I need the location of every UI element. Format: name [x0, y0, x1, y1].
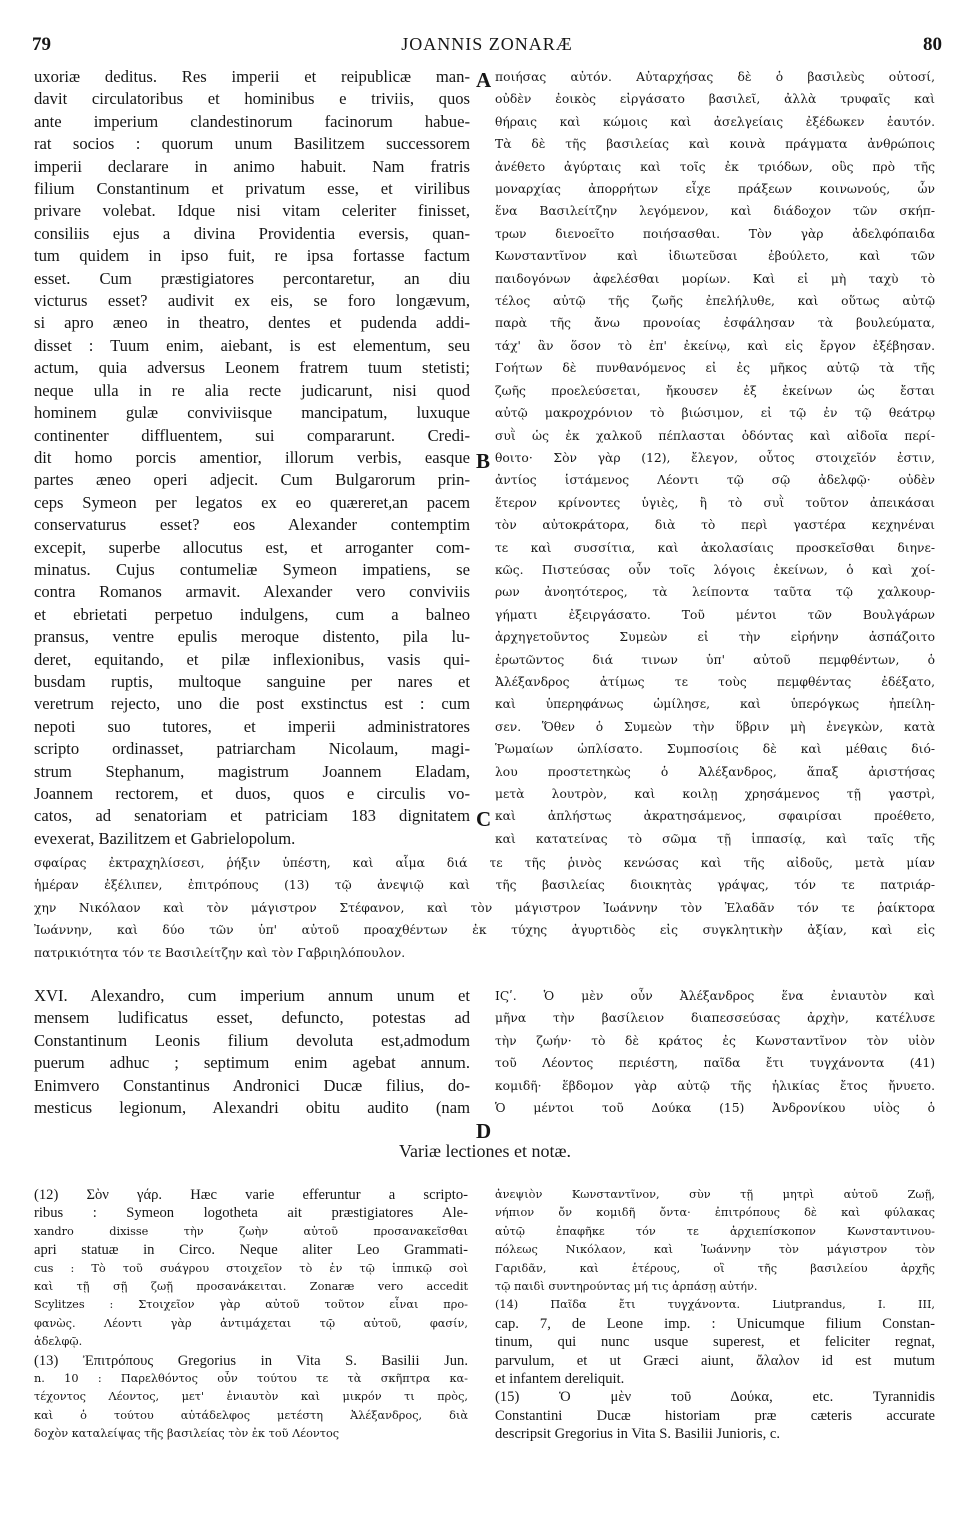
latin-text-line: hominem gulæ conviviisque mancipatum, luxuque [34, 403, 470, 423]
greek-text-line: τέλος αὐτῷ τῆς ζωῆς ἐπελήλυθε, καὶ οὕτως αὐτῷ [495, 294, 935, 309]
latin-text-line: evexerat, Bazilitzem et Gabrielopolum. [34, 828, 296, 848]
running-title: JOANNIS ZONARÆ [401, 34, 573, 54]
greek-text-line: κῶς. Πιστεύσας οὖν τοῖς λόγοις ἐκείνων, ὁ καὶ χοί- [495, 562, 935, 577]
note-line: (14) Παῖδα ἔτι τυγχάνοντα. Liutprandus, I. III, [495, 1298, 935, 1312]
latin-text-line: si apro æneo in theatro, dentes et pudenda addi- [34, 313, 470, 333]
note-line: Scylitzes : Στοιχεῖον γὰρ αὐτοῦ τοῦτον εἶναι προ- [34, 1298, 468, 1312]
page-number-right: 80 [923, 34, 942, 55]
greek-text-line: μοναρχίας ἀπορρήτων εἶχε πράξεων κοινωνούς, ὧν [495, 182, 935, 197]
greek-text-line: ἀρχηγετοῦντος Συμεὼν εἰ τὴν εἰρήνην ἀσπάζοιτο [495, 630, 935, 645]
note-line: xandro dixisse τὴν ζωὴν αὐτοῦ προσανακεῖσθαι [34, 1224, 468, 1238]
note-line: (15) Ὁ μὲν τοῦ Δούκα, etc. Tyrannidis [495, 1389, 935, 1406]
greek-text-line: Ὁ μέντοι τοῦ Δούκα (15) Ἀνδρονίκου υἱὸς ὁ [495, 1101, 935, 1116]
note-line: ribus : Symeon logotheta ait præstigiatores Ale- [34, 1205, 468, 1222]
greek-text-line: τὴν ζωήν· τὸ δὲ κράτος ἐς Κωνσταντῖνον τὸν υἱὸν [495, 1033, 935, 1048]
note-line: καὶ ὁ τούτου αὐτάδελφος μετέστη Ἀλέξανδρος, διὰ [34, 1408, 468, 1422]
note-line: καὶ τῇ σῇ ζωῇ προσανάκειται. Zonaræ vero accedit [34, 1280, 468, 1294]
notes-right-column [495, 1186, 935, 1451]
latin-text-line: minatus. Cujus contumeliæ Symeon impatiens, se [34, 559, 470, 579]
greek-text-line: συῒ ὡς ἐκ χαλκοῦ πέπλασται ὀδόντας καὶ αἰδοῖα περί- [495, 428, 935, 443]
greek-text-line: οὐδὲν ἐοικὸς εἰργάσατο βασιλεῖ, ἀλλὰ τρυφαῖς καὶ [495, 92, 935, 107]
greek-text-line: αὐτῷ μακροχρόνιον τὸ βιώσιμον, εἰ τῷ ἐν τῷ θεάτρῳ [495, 406, 935, 421]
latin-text-line: rat socios : quorum unum Basilitzem successorem [34, 134, 470, 154]
latin-text-line: uxoriæ deditus. Res imperii et reipublicæ man- [34, 67, 470, 86]
greek-text-line: τοῦ Λέοντος περιέστη, παῖδα ἔτι τυγχάνοντα (41) [495, 1056, 935, 1071]
note-line: αὐτῷ ἐπαφῆκε τόν τε ἀρχιεπίσκοπον Κωνσταντινου- [495, 1224, 935, 1238]
greek-text-line: κομιδῆ· ἕβδομον γὰρ αὐτῷ τῆς ἡλικίας ἔτος ἤνυετο. [495, 1078, 935, 1093]
note-line: τῷ παιδὶ συντηρούντας μή τις ἁρπάσῃ αὐτήν. [495, 1280, 758, 1294]
greek-text-line: Γοήτων δὲ πυνθανόμενος εἰ ἐς μῆκος αὐτῷ τὰ τῆς [495, 361, 935, 376]
greek-fullwidth-line: χην Νικόλαον καὶ τὸν μάγιστρον Στέφανον, καὶ τὸν μάγιστρον Ἰωάννην τὸν Ἐλαδᾶν τόν τε ῥαίκτορα [34, 900, 935, 915]
note-line: (13) Ἐπιτρόπους Gregorius in Vita S. Basilii Jun. [34, 1352, 468, 1369]
latin-text-line: veretrum rejecto, uno die post exstinctus est : cum [34, 694, 470, 714]
greek-text-line: Κωνσταντῖνον καὶ ἰδιωτεῦσαι ἐβούλετο, καὶ τῶν [495, 249, 935, 264]
greek-text-line: θοιτο· Σὸν γὰρ (12), ἔλεγον, οὗτος στοιχεῖόν ἐστιν, [495, 450, 935, 465]
latin-text-line: neque ulla in re alia recte judicarunt, nisi quod [34, 380, 470, 400]
greek-text-line: παιδογόνων ἀφελέσθαι μορίων. Καὶ εἰ μὴ ταχὺ τὸ [495, 271, 935, 286]
greek-text-line: μετὰ λουτρὸν, καὶ κοιλῃ χρησάμενος τῇ γαστρὶ, [495, 787, 935, 801]
greek-column [495, 66, 935, 866]
latin-text-line: et ebrietati perpetuo indulgens, cum a balneo [34, 604, 470, 624]
margin-letter-a: A [476, 68, 492, 92]
greek-text-line: Τὰ δὲ τῆς βασιλείας καὶ κοινὰ πράγματα ἀνθρώποις [495, 137, 935, 152]
greek-text-line: λου προστετηκὼς ὁ Ἀλέξανδρος, ἅπαξ ἀριστήσας [495, 764, 935, 779]
note-line: φανὼς. Λέοντι γὰρ ἀντιμάχεται τῷ αὐτοῦ, φασίν, [34, 1316, 468, 1330]
greek-text-line: μῆνα τὴν βασίλειον διαπεσσεύσας ἀρχὴν, κατέλυσε [495, 1011, 935, 1026]
greek-text-line: παρὰ τῆς ἄνω προνοίας ἐσφάλησαν τὰ βουλεύματα, [495, 316, 935, 331]
latin-text-line: consiliis ejus a divina Providentia eversis, quan- [34, 223, 470, 243]
latin-text-line: disset : Tuum enim, aiebant, is est elementum, seu [34, 335, 470, 355]
latin-column [34, 66, 470, 866]
note-line: ἀδελφῷ. [34, 1335, 83, 1349]
latin-text-line: strum Stephanum, magistrum Joannem Eladam, [34, 761, 470, 781]
greek-text-line: θήραις καὶ κώμοις καὶ ἀσελγείαις ἐξέδωκεν ἑαυτόν. [495, 114, 935, 129]
latin-text-line: excepit, superbe allocutus est, et arroganter com- [34, 537, 470, 557]
latin-text-line: conservaturus esset? eos Alexander contemptim [34, 515, 470, 535]
note-line: tinum, qui nunc usque superest, et feliciter regnat, [495, 1334, 935, 1351]
notes-left-column [34, 1186, 468, 1451]
greek-text-line: τε καὶ συσσίτια, καὶ ἀκολασίαις προσκεῖσθαι διηνε- [495, 540, 935, 555]
note-line: apri statuæ in Circo. Neque aliter Leo Grammati- [34, 1242, 468, 1259]
note-line: τέχοντος Λέοντος, μετ' ἐνιαυτὸν καὶ μικρόν τι πρὸς, [34, 1390, 468, 1404]
latin-text-line: dit homo porcis amentior, illorum verbis, easque [34, 447, 470, 467]
note-line: Constantini Ducæ historiam præ cæteris accurate [495, 1407, 935, 1424]
latin-text-line: mensem ludificatus esset, defuncto, potestas ad [34, 1008, 470, 1028]
greek-fullwidth-line: Ἰωάννην, καὶ δύο τῶν ὑπ' αὐτοῦ προαχθέντων ἐκ τύχης ἀγυρτιδὸς εἰς συγκλητικὴν ἀξίαν, καὶ εἰς [34, 923, 935, 938]
greek-text-line: καὶ ὑπερηφάνως ὡμίλησε, καὶ ὑπερόγκως ἠπείλη- [495, 697, 935, 712]
note-line: n. 10 : Παρελθόντος οὖν τούτου τε τὰ σκῆπτρα κα- [34, 1372, 468, 1386]
note-line: πόλεως Νικόλαον, καὶ Ἰωάννην τὸν μάγιστρον τὸν [495, 1243, 935, 1257]
greek-fullwidth-line: σφαίρας ἐκτραχηλίσεσι, ῥήξιν ὑπέστη, καὶ αἷμα διά τε τῆς ῥινὸς κενώσας καὶ τῆς αἰδοῦς, μετὰ μίαν [34, 856, 935, 870]
latin-section-xvi [34, 985, 470, 1125]
latin-text-line: davit circulatoribus et hominibus e triviis, quos [34, 89, 470, 109]
latin-text-line: actum, quia adversus Leonem fratrem tuum stetisti; [34, 358, 470, 378]
note-line: (12) Σὸν γάρ. Hæc varie efferuntur a scripto- [34, 1187, 468, 1203]
latin-text-line: privare volebat. Idque nisi vitam celeriter finisset, [34, 201, 470, 221]
latin-text-line: catos, ad senatoriam et patriciam 183 dignitatem [34, 806, 470, 826]
greek-text-line: καὶ κατατείνας τὸ σῶμα τῇ ἱππασίᾳ, καὶ ταῖς τῆς [495, 831, 935, 846]
latin-text-line: mesticus legionum, Alexandri obitu audito (nam [34, 1098, 470, 1118]
greek-text-line: τάχ' ἂν ὅσον τὸ ἐπ' ἐκείνῳ, καὶ εἰς ἔργον ἐξέβησαν. [495, 338, 935, 353]
latin-text-line: nepoti suo tutores, et imperii administratores [34, 716, 470, 736]
note-line: νήπιον ὄν κομιδῆ ὄντα· ἐπιτρόπους δὲ καὶ φύλακας [495, 1206, 935, 1220]
greek-text-line: ἀνέθετο ἀγύρταις καὶ τοῖς ἐκ τριόδων, οὓς πρὸ τῆς [495, 159, 935, 174]
latin-text-line: Joannem rectorem, et duos, quos e circulis vo- [34, 784, 470, 803]
latin-text-line: imperii declarare in animo habuit. Nam fratris [34, 156, 470, 176]
greek-text-line: ἕτερον κρίνοντες ὑγιὲς, ἢ τὸ συῒ τοῦτον ἀπεικάσαι [495, 495, 935, 510]
note-line: δοχὸν καταλείψας τῆς βασιλείας τὸν ἐκ τοῦ Λέοντος [34, 1427, 340, 1441]
note-line: et infantem dereliquit. [495, 1371, 625, 1388]
margin-letter-c: C [476, 807, 492, 831]
latin-text-line: partes æneo operi adjecit. Cum Bulgarorum prin- [34, 470, 470, 490]
greek-section-xvi [495, 985, 935, 1125]
latin-text-line: continenter diffluentem, sui compararunt. Credi- [34, 425, 470, 445]
latin-text-line: puerum adhuc ; septimum enim agebat annum. [34, 1053, 470, 1073]
note-line: cap. 7, de Leone imp. : Unicumque filium Constan- [495, 1315, 935, 1332]
greek-text-line: ἀντίος ἱστάμενος Λέοντι τῷ σῷ ἀδελφῷ· οὐδὲν [495, 473, 935, 488]
latin-text-line: Enimvero Constantinus Andronici Ducæ filius, do- [34, 1075, 470, 1095]
note-line: Γαριδᾶν, καὶ ἑτέρους, οἳ τῆς βασιλείου ἀρχῆς [495, 1261, 935, 1275]
latin-text-line: ceps Symeon per legatos ex eo quæreret,an pacem [34, 492, 470, 512]
greek-fullwidth-line: πατρικιότητα τόν τε Βασιλείτζην καὶ τὸν Γαβριηλόπουλον. [34, 945, 406, 960]
greek-text-line: τὸν αὐτοκράτορα, διὰ τὸ περὶ γαστέρα κεχηνέναι [495, 518, 935, 533]
greek-text-line: τρων διενοεῖτο ποιήσασθαι. Τὸν γὰρ ἀδελφόπαιδα [495, 226, 935, 241]
page-number-left: 79 [32, 34, 51, 55]
greek-text-line: Ῥωμαίων ὡπλίσατο. Συμποσίοις δὲ καὶ μέθαις διό- [495, 742, 935, 757]
greek-text-line: Ἀλέξανδρος ἀτίμως τε τοὺς πεμφθέντας ἐδέξατο, [495, 674, 935, 689]
note-line: parvulum, et ut Græci aiunt, ἄλαλον id est mutum [495, 1352, 935, 1369]
page-header [32, 34, 942, 58]
latin-text-line: contra Romanos armavit. Alexander vero conviviis [34, 582, 470, 602]
margin-letter-b: B [476, 449, 491, 473]
latin-text-line: scripto ordinasset, patriarcham Nicolaum, magi- [34, 739, 470, 759]
greek-text-line: ΙϚʹ. Ὁ μὲν οὖν Ἀλέξανδρος ἕνα ἐνιαυτὸν καὶ [495, 989, 935, 1003]
margin-letter-d: D [476, 1119, 492, 1143]
greek-text-line: σεν. Ὅθεν ὁ Συμεὼν τὴν ὕβριν μὴ ἐνεγκὼν, κατὰ [495, 719, 935, 734]
latin-text-line: esset. Cum præstigiatores percontaretur, an diu [34, 268, 470, 288]
greek-text-line: ζωῆς προελεύσεται, ἤκουσεν ἐξ ἐκείνων ὡς ἔσται [495, 383, 935, 398]
latin-text-line: busdam ruptis, multoque sanguine per nares et [34, 671, 470, 691]
greek-text-line: ἕνα Βασιλείτζην λεγόμενον, καὶ διάδοχον τῶν σκήπ- [495, 204, 935, 219]
latin-text-line: deret, equitando, et pilæ inflexionibus, vasis qui- [34, 649, 470, 669]
note-line: cus : Τὸ τοῦ συάγρου στοιχεῖον τὸ ἐν τῷ ἱππικῷ σοὶ [34, 1261, 468, 1275]
note-line: descripsit Gregorius in Vita S. Basilii Junioris, c. [495, 1426, 781, 1443]
latin-text-line: Constantinum Leonis filium devoluta est,admodum [34, 1030, 470, 1050]
note-line: ἀνεψιὸν Κωνσταντῖνον, σὺν τῇ μητρὶ αὐτοῦ Ζωῇ, [495, 1188, 935, 1201]
greek-text-line: ρων ἀνοητότερος, τὰ λείποντα ταῦτα τῷ χαλκουρ- [495, 585, 935, 600]
greek-fullwidth-block [34, 852, 935, 967]
greek-text-line: ποιήσας αὐτόν. Αὐταρχήσας δὲ ὁ βασιλεὺς οὑτοσί, [495, 70, 935, 84]
greek-text-line: γήματι ἐξειργάσατο. Τοῦ μέντοι τῶν Βουλγάρων [495, 607, 935, 622]
latin-text-line: ante imperium clandestinorum facinorum habue- [34, 111, 470, 131]
latin-text-line: tum quidem in ipso fuit, re ipsa fortasse factum [34, 246, 470, 266]
latin-text-line: filium Constantinum et privatum esse, et virilibus [34, 179, 470, 199]
greek-text-line: καὶ ἀπλήστως ἀκρατησάμενος, σφαιρίσαι προέθετο, [495, 809, 935, 824]
latin-text-line: XVI. Alexandro, cum imperium annum unum et [34, 986, 470, 1005]
latin-text-line: victurus esset? audivit ex eis, se foro longævum, [34, 291, 470, 311]
latin-text-line: pransus, ventre epulis meroque distento, pila lu- [34, 627, 470, 647]
greek-text-line: ἐρωτῶντος διά τινων ὑπ' αὐτοῦ πεμφθέντων, ὁ [495, 652, 935, 667]
notes-title: Variæ lectiones et notæ. [399, 1141, 571, 1161]
greek-fullwidth-line: ἡμέραν ἐξέλιπεν, ἐπιτρόπους (13) τῷ ἀνεψιῷ καὶ τῆς βασιλείας διοικητὰς γράψας, τόν τε πατριάρ- [34, 878, 935, 893]
